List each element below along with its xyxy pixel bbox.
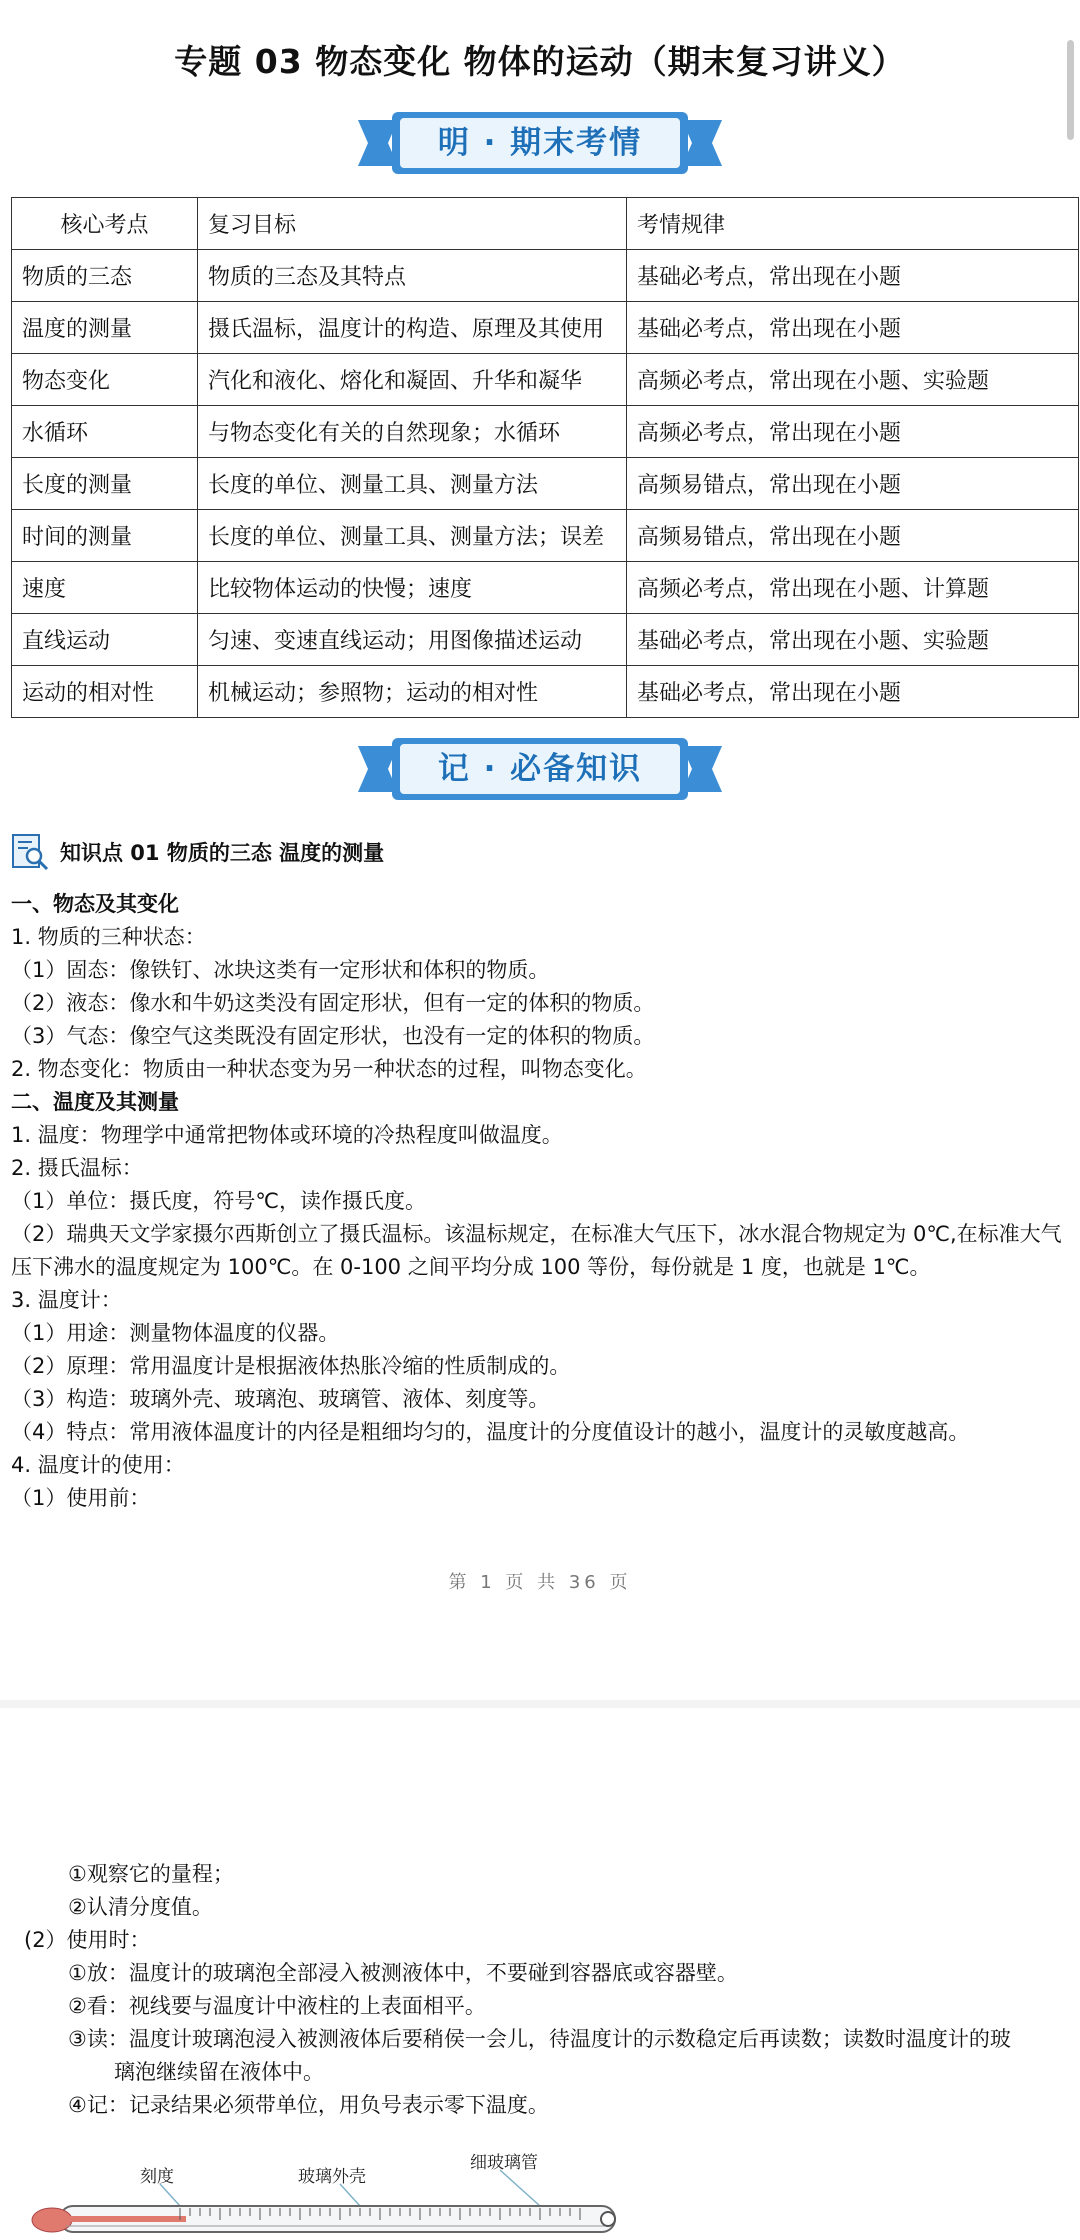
text-line: 1. 物质的三种状态：	[11, 925, 206, 949]
table-header-cell: 复习目标	[198, 198, 627, 250]
knowledge-point-header	[10, 832, 384, 872]
thermometer-diagram	[30, 2140, 630, 2240]
table-row	[12, 354, 1079, 406]
scrollbar[interactable]	[1067, 40, 1074, 140]
table-cell: 时间的测量	[12, 510, 198, 562]
text-line: （4）特点：常用液体温度计的内径是粗细均匀的，温度计的分度值设计的越小，温度计的灵敏度越高。	[11, 1420, 970, 1444]
text-line: （3）气态：像空气这类既没有固定形状，也没有一定的体积的物质。	[11, 1024, 655, 1048]
thermometer-usage-text	[24, 1858, 1074, 2122]
table-cell: 基础必考点，常出现在小题、实验题	[627, 614, 1079, 666]
table-cell: 比较物体运动的快慢；速度	[198, 562, 627, 614]
table-cell: 长度的测量	[12, 458, 198, 510]
table-row	[12, 614, 1079, 666]
table-header-cell: 考情规律	[627, 198, 1079, 250]
text-line: ①放：温度计的玻璃泡全部浸入被测液体中，不要碰到容器底或容器壁。	[68, 1961, 738, 1985]
table-cell: 物质的三态	[12, 250, 198, 302]
table-row	[12, 250, 1079, 302]
thermometer-icon	[30, 2140, 630, 2240]
table-cell: 物质的三态及其特点	[198, 250, 627, 302]
table-cell: 物态变化	[12, 354, 198, 406]
banner-exam-overview	[358, 110, 722, 176]
text-line: （1）用途：测量物体温度的仪器。	[11, 1321, 340, 1345]
table-cell: 高频必考点，常出现在小题、实验题	[627, 354, 1079, 406]
table-cell: 高频易错点，常出现在小题	[627, 510, 1079, 562]
exam-table	[11, 197, 1079, 718]
text-line: ①观察它的量程；	[68, 1862, 234, 1886]
table-row	[12, 562, 1079, 614]
table-cell: 基础必考点，常出现在小题	[627, 250, 1079, 302]
table-cell: 高频易错点，常出现在小题	[627, 458, 1079, 510]
table-cell: 温度的测量	[12, 302, 198, 354]
table-row	[12, 302, 1079, 354]
table-cell: 高频必考点，常出现在小题	[627, 406, 1079, 458]
text-line: 4. 温度计的使用：	[11, 1453, 185, 1477]
text-line: （1）固态：像铁钉、冰块这类有一定形状和体积的物质。	[11, 958, 550, 982]
table-cell: 基础必考点，常出现在小题	[627, 302, 1079, 354]
document-title: 专题 03 物态变化 物体的运动（期末复习讲义）	[174, 42, 906, 81]
label-glass-tube: 细玻璃管	[470, 2153, 538, 2173]
text-line: 3. 温度计：	[11, 1288, 122, 1312]
table-row	[12, 406, 1079, 458]
table-cell: 汽化和液化、熔化和凝固、升华和凝华	[198, 354, 627, 406]
table-cell: 与物态变化有关的自然现象；水循环	[198, 406, 627, 458]
text-line: ②认清分度值。	[68, 1895, 213, 1919]
text-line: 2. 摄氏温标：	[11, 1156, 143, 1180]
banner-essential-knowledge	[358, 736, 722, 802]
section-heading: 二、温度及其测量	[11, 1090, 179, 1114]
banner-title: 明 · 期末考情	[437, 125, 643, 161]
label-scale: 刻度	[140, 2167, 174, 2187]
text-line: (2）使用时：	[24, 1928, 151, 1952]
table-header-cell: 核心考点	[12, 198, 198, 250]
table-cell: 长度的单位、测量工具、测量方法	[198, 458, 627, 510]
table-row	[12, 666, 1079, 718]
table-cell: 运动的相对性	[12, 666, 198, 718]
section-states-of-matter	[11, 888, 1071, 1515]
page-number: 第 1 页 共 36 页	[448, 1572, 632, 1593]
banner-title: 记 · 必备知识	[437, 751, 643, 787]
text-paragraph: （2）瑞典天文学家摄尔西斯创立了摄氏温标。该温标规定，在标准大气压下，冰水混合物规定为 0℃,在标准大气压下沸水的温度规定为 100℃。在 0-100 之间平均分成 100 等份，每份就是 1 度，也就是 1℃。	[11, 1222, 1062, 1279]
table-cell: 匀速、变速直线运动；用图像描述运动	[198, 614, 627, 666]
text-line: 璃泡继续留在液体中。	[114, 2060, 324, 2084]
table-cell: 高频必考点，常出现在小题、计算题	[627, 562, 1079, 614]
table-cell: 水循环	[12, 406, 198, 458]
table-cell: 长度的单位、测量工具、测量方法；误差	[198, 510, 627, 562]
table-cell: 速度	[12, 562, 198, 614]
text-line: ④记：记录结果必须带单位，用负号表示零下温度。	[68, 2093, 549, 2117]
text-line: （2）液态：像水和牛奶这类没有固定形状，但有一定的体积的物质。	[11, 991, 655, 1015]
knowledge-point-title: 知识点 01 物质的三态 温度的测量	[60, 841, 385, 865]
book-search-icon	[10, 832, 50, 872]
table-cell: 直线运动	[12, 614, 198, 666]
text-line: 1. 温度：物理学中通常把物体或环境的冷热程度叫做温度。	[11, 1123, 563, 1147]
table-cell: 摄氏温标，温度计的构造、原理及其使用	[198, 302, 627, 354]
table-row	[12, 458, 1079, 510]
text-line: 2. 物态变化：物质由一种状态变为另一种状态的过程，叫物态变化。	[11, 1057, 647, 1081]
text-line: ③读：温度计玻璃泡浸入被测液体后要稍侯一会儿，待温度计的示数稳定后再读数；读数时温度计的玻	[68, 2027, 1011, 2051]
table-header-row	[12, 198, 1079, 250]
table-cell: 基础必考点，常出现在小题	[627, 666, 1079, 718]
text-line: （1）单位：摄氏度，符号℃，读作摄氏度。	[11, 1189, 426, 1213]
text-line: （3）构造：玻璃外壳、玻璃泡、玻璃管、液体、刻度等。	[11, 1387, 550, 1411]
label-glass-shell: 玻璃外壳	[298, 2167, 366, 2187]
section-heading: 一、物态及其变化	[11, 892, 179, 916]
table-cell: 机械运动；参照物；运动的相对性	[198, 666, 627, 718]
table-row	[12, 510, 1079, 562]
text-line: （2）原理：常用温度计是根据液体热胀冷缩的性质制成的。	[11, 1354, 571, 1378]
text-line: ②看：视线要与温度计中液柱的上表面相平。	[68, 1994, 486, 2018]
text-line: （1）使用前：	[11, 1486, 151, 1510]
